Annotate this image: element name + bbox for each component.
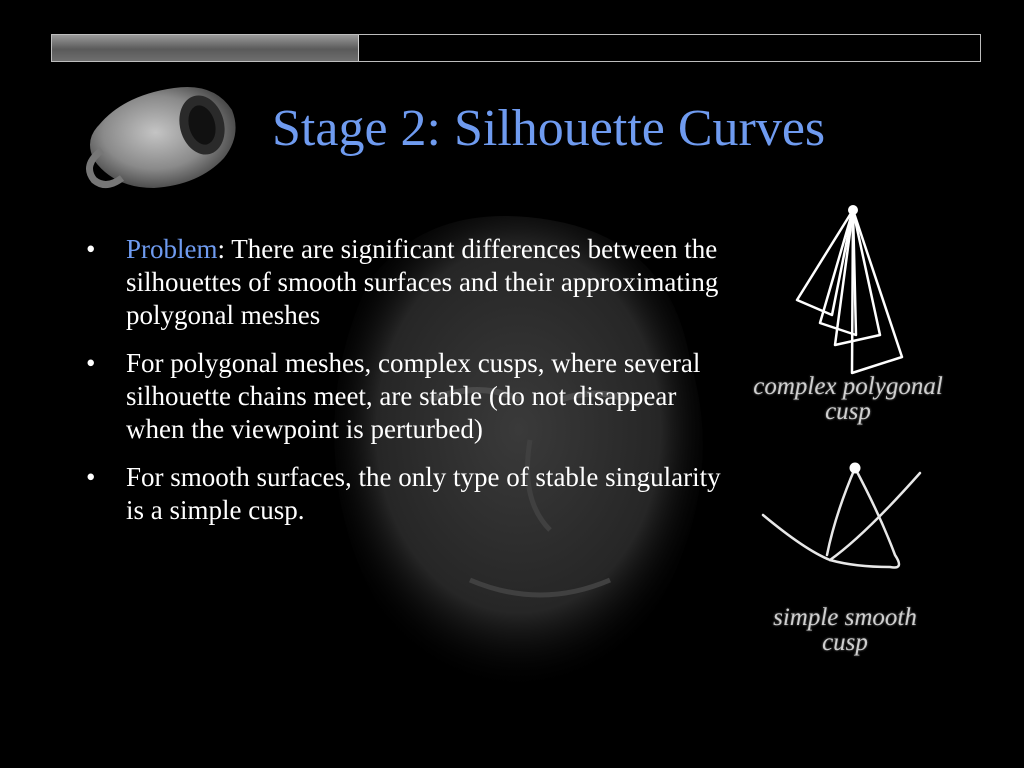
bullet-marker: • [86,234,96,264]
bullet-item [86,233,726,332]
figure-caption-smooth [750,605,940,655]
caption-line: complex polygonal [753,373,943,400]
slide-title: Stage 2: Silhouette Curves [272,100,826,157]
caption-line: cusp [825,398,871,425]
caption-line: simple smooth [773,604,917,631]
bullet-text: For polygonal meshes, complex cusps, where several silhouette chains meet, are stable (do not disappear when the viewpoint is perturbed) [126,348,701,444]
bullet-marker: • [86,462,96,492]
bullet-keyword: Problem [126,234,218,264]
bullet-item [86,461,726,527]
progress-bar [51,34,981,62]
logo-cup-illustration [84,80,244,192]
caption-line: cusp [822,629,868,656]
bullet-item [86,347,726,446]
bullet-text: : There are significant differences between the silhouettes of smooth surfaces and their approximating polygonal meshes [126,234,719,330]
progress-bar-fill [52,35,359,61]
bullet-list [86,233,726,542]
bullet-text: For smooth surfaces, the only type of stable singularity is a simple cusp. [126,462,721,525]
bullet-marker: • [86,348,96,378]
figure-caption-polygonal [733,374,963,424]
